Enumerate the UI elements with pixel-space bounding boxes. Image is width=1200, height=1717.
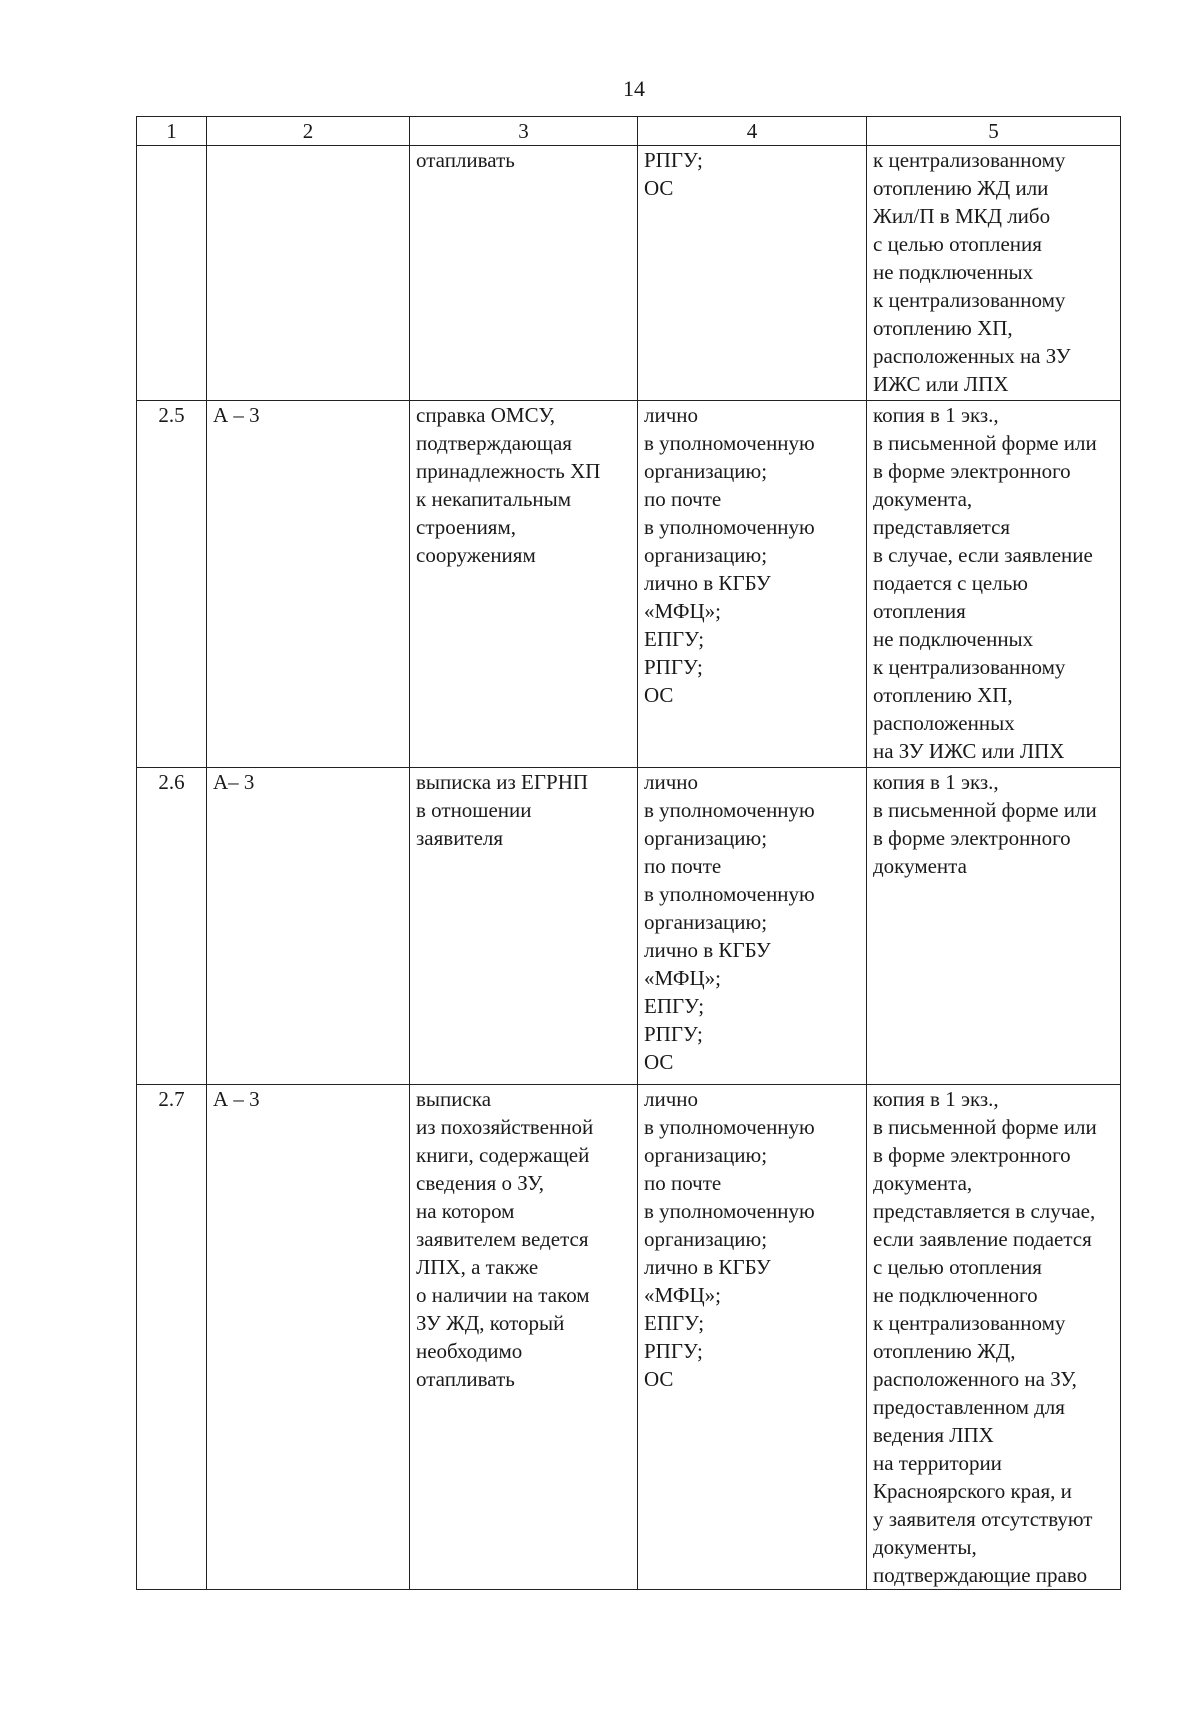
cell-line: с целью отопления <box>873 1255 1042 1279</box>
cell-line: к некапитальным <box>416 487 572 511</box>
cell-line: документа, <box>873 1171 973 1195</box>
cell-line: представляется <box>873 515 1011 539</box>
cell-line: сведения о ЗУ, <box>416 1171 544 1195</box>
cell-line: ЛПХ, а также <box>416 1255 539 1279</box>
cell-line: заявителя <box>416 826 504 850</box>
cell-line: из похозяйственной <box>416 1115 594 1139</box>
cell-line: «МФЦ»; <box>644 966 721 990</box>
cell-submission-method <box>638 146 867 401</box>
cell-notes <box>867 146 1121 401</box>
cell-line: расположенных на ЗУ <box>873 344 1071 368</box>
cell-line: организацию; <box>644 1227 768 1251</box>
cell-code <box>207 146 410 401</box>
cell-line: принадлежность ХП <box>416 459 601 483</box>
cell-line: Жил/П в МКД либо <box>873 204 1051 228</box>
cell-submission-method <box>638 1085 867 1590</box>
cell-line: отоплению ХП, <box>873 683 1013 707</box>
column-header-1: 1 <box>137 117 207 146</box>
cell-line: в форме электронного <box>873 1143 1071 1167</box>
cell-line: к централизованному <box>873 655 1066 679</box>
document-table <box>136 116 1121 1590</box>
cell-line: РПГУ; <box>644 1339 703 1363</box>
cell-line: ЕПГУ; <box>644 627 705 651</box>
cell-line: лично <box>644 1087 699 1111</box>
cell-line: отоплению ЖД или <box>873 176 1049 200</box>
column-header-5: 5 <box>867 117 1121 146</box>
cell-line: по почте <box>644 854 722 878</box>
cell-line: «МФЦ»; <box>644 1283 721 1307</box>
cell-line: в письменной форме или <box>873 1115 1097 1139</box>
cell-line: ЕПГУ; <box>644 994 705 1018</box>
cell-line: «МФЦ»; <box>644 599 721 623</box>
cell-line: необходимо <box>416 1339 523 1363</box>
table-row <box>137 768 1121 1085</box>
cell-line: РПГУ; <box>644 655 703 679</box>
cell-line: ОС <box>644 1367 674 1391</box>
cell-line: в отношении <box>416 798 532 822</box>
cell-line: ОС <box>644 176 674 200</box>
cell-line: предоставленном для <box>873 1395 1065 1419</box>
cell-line: сооружениям <box>416 543 536 567</box>
column-header-4: 4 <box>638 117 867 146</box>
header-row <box>137 117 1121 146</box>
cell-line: в уполномоченную <box>644 798 815 822</box>
cell-line: организацию; <box>644 1143 768 1167</box>
cell-line: лично в КГБУ <box>644 1255 771 1279</box>
cell-notes <box>867 768 1121 1085</box>
cell-line: книги, содержащей <box>416 1143 590 1167</box>
cell-line: ИЖС или ЛПХ <box>873 372 1009 396</box>
cell-line: копия в 1 экз., <box>873 1087 999 1111</box>
cell-line: РПГУ; <box>644 148 703 172</box>
cell-line: ведения ЛПХ <box>873 1423 994 1447</box>
cell-number <box>137 146 207 401</box>
cell-line: к централизованному <box>873 288 1066 312</box>
cell-line: в уполномоченную <box>644 1115 815 1139</box>
table-row <box>137 401 1121 768</box>
cell-line: ОС <box>644 683 674 707</box>
cell-line: не подключенного <box>873 1283 1038 1307</box>
page-number: 14 <box>623 76 645 101</box>
cell-line: подтверждающая <box>416 431 572 455</box>
cell-notes <box>867 401 1121 768</box>
cell-line: у заявителя отсутствуют <box>873 1507 1093 1531</box>
cell-line: в форме электронного <box>873 826 1071 850</box>
table-row <box>137 1085 1121 1590</box>
cell-line: лично в КГБУ <box>644 571 771 595</box>
cell-line: лично <box>644 770 699 794</box>
cell-line: в письменной форме или <box>873 798 1097 822</box>
cell-line: ЕПГУ; <box>644 1311 705 1335</box>
cell-line: отапливать <box>416 1367 515 1391</box>
cell-line: отопления <box>873 599 966 623</box>
cell-code: А – 3 <box>207 1085 410 1590</box>
cell-line: не подключенных <box>873 627 1034 651</box>
cell-code: А – 3 <box>207 401 410 768</box>
cell-line: представляется в случае, <box>873 1199 1096 1223</box>
cell-line: ОС <box>644 1050 674 1074</box>
cell-line: организацию; <box>644 459 768 483</box>
cell-line: лично <box>644 403 699 427</box>
cell-line: заявителем ведется <box>416 1227 589 1251</box>
cell-line: в уполномоченную <box>644 431 815 455</box>
cell-line: отоплению ХП, <box>873 316 1013 340</box>
cell-line: к централизованному <box>873 1311 1066 1335</box>
cell-line: ЗУ ЖД, который <box>416 1311 565 1335</box>
cell-line: в уполномоченную <box>644 882 815 906</box>
cell-line: в случае, если заявление <box>873 543 1093 567</box>
cell-line: подается с целью <box>873 571 1028 595</box>
column-header-3: 3 <box>410 117 638 146</box>
cell-line: в уполномоченную <box>644 1199 815 1223</box>
cell-line: строениям, <box>416 515 517 539</box>
cell-line: выписка из ЕГРНП <box>416 770 589 794</box>
cell-document <box>410 768 638 1085</box>
cell-line: расположенных <box>873 711 1015 735</box>
cell-line: справка ОМСУ, <box>416 403 556 427</box>
cell-submission-method <box>638 401 867 768</box>
cell-line: отапливать <box>416 148 515 172</box>
cell-line: документа, <box>873 487 973 511</box>
cell-line: в форме электронного <box>873 459 1071 483</box>
cell-document <box>410 146 638 401</box>
cell-document <box>410 401 638 768</box>
cell-document <box>410 1085 638 1590</box>
cell-line: по почте <box>644 1171 722 1195</box>
cell-number: 2.6 <box>137 768 207 1085</box>
cell-line: отоплению ЖД, <box>873 1339 1016 1363</box>
cell-line: подтверждающие право <box>873 1563 1088 1587</box>
cell-line: по почте <box>644 487 722 511</box>
cell-line: копия в 1 экз., <box>873 770 999 794</box>
column-header-2: 2 <box>207 117 410 146</box>
cell-line: документа <box>873 854 967 878</box>
cell-line: РПГУ; <box>644 1022 703 1046</box>
cell-submission-method <box>638 768 867 1085</box>
cell-notes <box>867 1085 1121 1590</box>
cell-line: документы, <box>873 1535 977 1559</box>
cell-line: о наличии на таком <box>416 1283 590 1307</box>
cell-line: организацию; <box>644 543 768 567</box>
cell-number: 2.7 <box>137 1085 207 1590</box>
cell-line: выписка <box>416 1087 492 1111</box>
cell-line: расположенного на ЗУ, <box>873 1367 1077 1391</box>
cell-line: с целью отопления <box>873 232 1042 256</box>
cell-code: А– 3 <box>207 768 410 1085</box>
cell-line: в уполномоченную <box>644 515 815 539</box>
table-row <box>137 146 1121 401</box>
cell-line: на территории <box>873 1451 1002 1475</box>
cell-line: если заявление подается <box>873 1227 1092 1251</box>
cell-line: на ЗУ ИЖС или ЛПХ <box>873 739 1065 763</box>
cell-line: организацию; <box>644 910 768 934</box>
cell-line: не подключенных <box>873 260 1034 284</box>
cell-line: на котором <box>416 1199 515 1223</box>
cell-line: Красноярского края, и <box>873 1479 1072 1503</box>
cell-line: организацию; <box>644 826 768 850</box>
cell-line: к централизованному <box>873 148 1066 172</box>
cell-line: в письменной форме или <box>873 431 1097 455</box>
cell-line: копия в 1 экз., <box>873 403 999 427</box>
cell-number: 2.5 <box>137 401 207 768</box>
cell-line: лично в КГБУ <box>644 938 771 962</box>
